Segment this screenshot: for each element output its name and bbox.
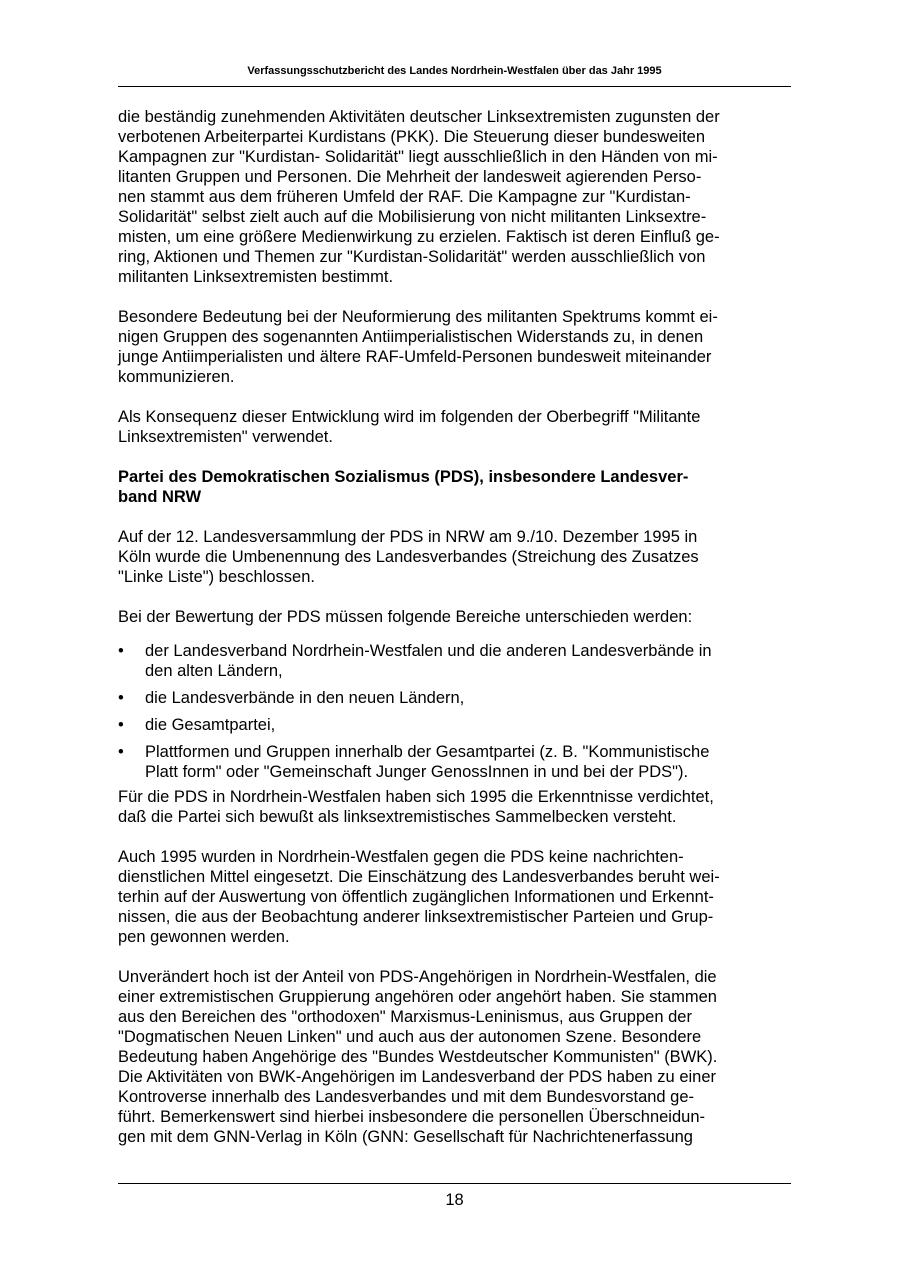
text-line: "Linke Liste") beschlossen.: [118, 568, 315, 586]
text-line: Bei der Bewertung der PDS müssen folgende Bereiche unterschieden werden:: [118, 608, 693, 626]
text-line: Die Aktivitäten von BWK-Angehörigen im Landesverband der PDS haben zu einer: [118, 1068, 717, 1086]
running-header: Verfassungsschutzbericht des Landes Nordrhein-Westfalen über das Jahr 1995: [247, 65, 662, 77]
paragraph-consequence: [118, 407, 798, 447]
text-line: Bedeutung haben Angehörige des "Bundes Westdeutscher Kommunisten" (BWK).: [118, 1048, 718, 1066]
text-line: Auf der 12. Landesversammlung der PDS in NRW am 9./10. Dezember 1995 in: [118, 528, 698, 546]
text-line: Plattformen und Gruppen innerhalb der Gesamtpartei (z. B. "Kommunistische: [145, 743, 710, 761]
text-line: Solidarität" selbst zielt auch auf die Mobilisierung von nicht militanten Linksextre-: [118, 208, 707, 226]
header-rule: [118, 86, 791, 87]
text-line: die Gesamtpartei,: [145, 716, 276, 734]
text-line: einer extremistischen Gruppierung angehören oder angehört haben. Sie stammen: [118, 988, 717, 1006]
text-line: Linksextremisten" verwendet.: [118, 428, 333, 446]
text-line: gen mit dem GNN-Verlag in Köln (GNN: Gesellschaft für Nachrichtenerfassung: [118, 1128, 693, 1146]
text-line: junge Antiimperialisten und ältere RAF-Umfeld-Personen bundesweit miteinander: [118, 348, 712, 366]
text-line: Kampagnen zur "Kurdistan- Solidarität" liegt ausschließlich in den Händen von mi-: [118, 148, 718, 166]
text-line: Besondere Bedeutung bei der Neuformierung des militanten Spektrums kommt ei-: [118, 308, 718, 326]
text-line: den alten Ländern,: [145, 662, 283, 680]
paragraph-evaluation-intro: [118, 607, 798, 627]
text-line: kommunizieren.: [118, 368, 235, 386]
text-line: die beständig zunehmenden Aktivitäten deutscher Linksextremisten zugunsten der: [118, 108, 720, 126]
text-line: aus den Bereichen des "orthodoxen" Marxismus-Leninismus, aus Gruppen der: [118, 1008, 692, 1026]
text-line: nissen, die aus der Beobachtung anderer linksextremistischer Parteien und Grup-: [118, 908, 714, 926]
list-item: [118, 688, 798, 708]
paragraph-members-share: [118, 967, 798, 1147]
bullet-marker: •: [118, 743, 124, 761]
bullet-list: [118, 641, 798, 782]
text-line: dienstlichen Mittel eingesetzt. Die Einschätzung des Landesverbandes beruht wei-: [118, 868, 720, 886]
paragraph-intelligence-means: [118, 847, 798, 947]
page-number: 18: [445, 1191, 464, 1209]
text-line: Als Konsequenz dieser Entwicklung wird im folgenden der Oberbegriff "Militante: [118, 408, 701, 426]
list-item: [118, 742, 798, 782]
text-line: misten, um eine größere Medienwirkung zu erzielen. Faktisch ist deren Einfluß ge-: [118, 228, 720, 246]
bullet-marker: •: [118, 642, 124, 660]
list-item: [118, 641, 798, 681]
bullet-marker: •: [118, 689, 124, 707]
text-line: Platt form" oder "Gemeinschaft Junger GenossInnen in und bei der PDS").: [145, 763, 689, 781]
text-line: führt. Bemerkenswert sind hierbei insbesondere die personellen Überschneidun-: [118, 1108, 705, 1126]
list-item: [118, 715, 798, 735]
heading-line: band NRW: [118, 488, 202, 506]
text-line: nen stammt aus dem früheren Umfeld der RAF. Die Kampagne zur "Kurdistan-: [118, 188, 691, 206]
text-line: litanten Gruppen und Personen. Die Mehrheit der landesweit agierenden Perso-: [118, 168, 702, 186]
text-line: Kontroverse innerhalb des Landesverbandes und mit dem Bundesvorstand ge-: [118, 1088, 695, 1106]
text-line: terhin auf der Auswertung von öffentlich zugänglichen Informationen und Erkennt-: [118, 888, 714, 906]
text-line: der Landesverband Nordrhein-Westfalen und die anderen Landesverbände in: [145, 642, 712, 660]
text-line: "Dogmatischen Neuen Linken" und auch aus der autonomen Szene. Besondere: [118, 1028, 702, 1046]
text-line: Auch 1995 wurden in Nordrhein-Westfalen gegen die PDS keine nachrichten-: [118, 848, 684, 866]
heading-line: Partei des Demokratischen Sozialismus (PDS), insbesondere Landesver-: [118, 468, 689, 486]
section-heading: [118, 467, 798, 507]
text-line: militanten Linksextremisten bestimmt.: [118, 268, 394, 286]
paragraph-renaming: [118, 527, 798, 587]
text-line: ring, Aktionen und Themen zur "Kurdistan-Solidarität" werden ausschließlich von: [118, 248, 706, 266]
footer-rule: [118, 1183, 791, 1184]
text-line: Unverändert hoch ist der Anteil von PDS-Angehörigen in Nordrhein-Westfalen, die: [118, 968, 717, 986]
paragraph-militant-spectrum: [118, 307, 798, 387]
text-line: verbotenen Arbeiterpartei Kurdistans (PKK). Die Steuerung dieser bundesweiten: [118, 128, 706, 146]
paragraph-collection-basin: [118, 787, 798, 827]
text-line: Für die PDS in Nordrhein-Westfalen haben sich 1995 die Erkenntnisse verdichtet,: [118, 788, 714, 806]
text-line: nigen Gruppen des sogenannten Antiimperialistischen Widerstands zu, in denen: [118, 328, 704, 346]
document-body: [118, 107, 798, 1167]
paragraph-pkk-campaign: [118, 107, 798, 287]
text-line: die Landesverbände in den neuen Ländern,: [145, 689, 465, 707]
bullet-marker: •: [118, 716, 124, 734]
text-line: pen gewonnen werden.: [118, 928, 290, 946]
text-line: daß die Partei sich bewußt als linksextremistisches Sammelbecken versteht.: [118, 808, 677, 826]
text-line: Köln wurde die Umbenennung des Landesverbandes (Streichung des Zusatzes: [118, 548, 699, 566]
